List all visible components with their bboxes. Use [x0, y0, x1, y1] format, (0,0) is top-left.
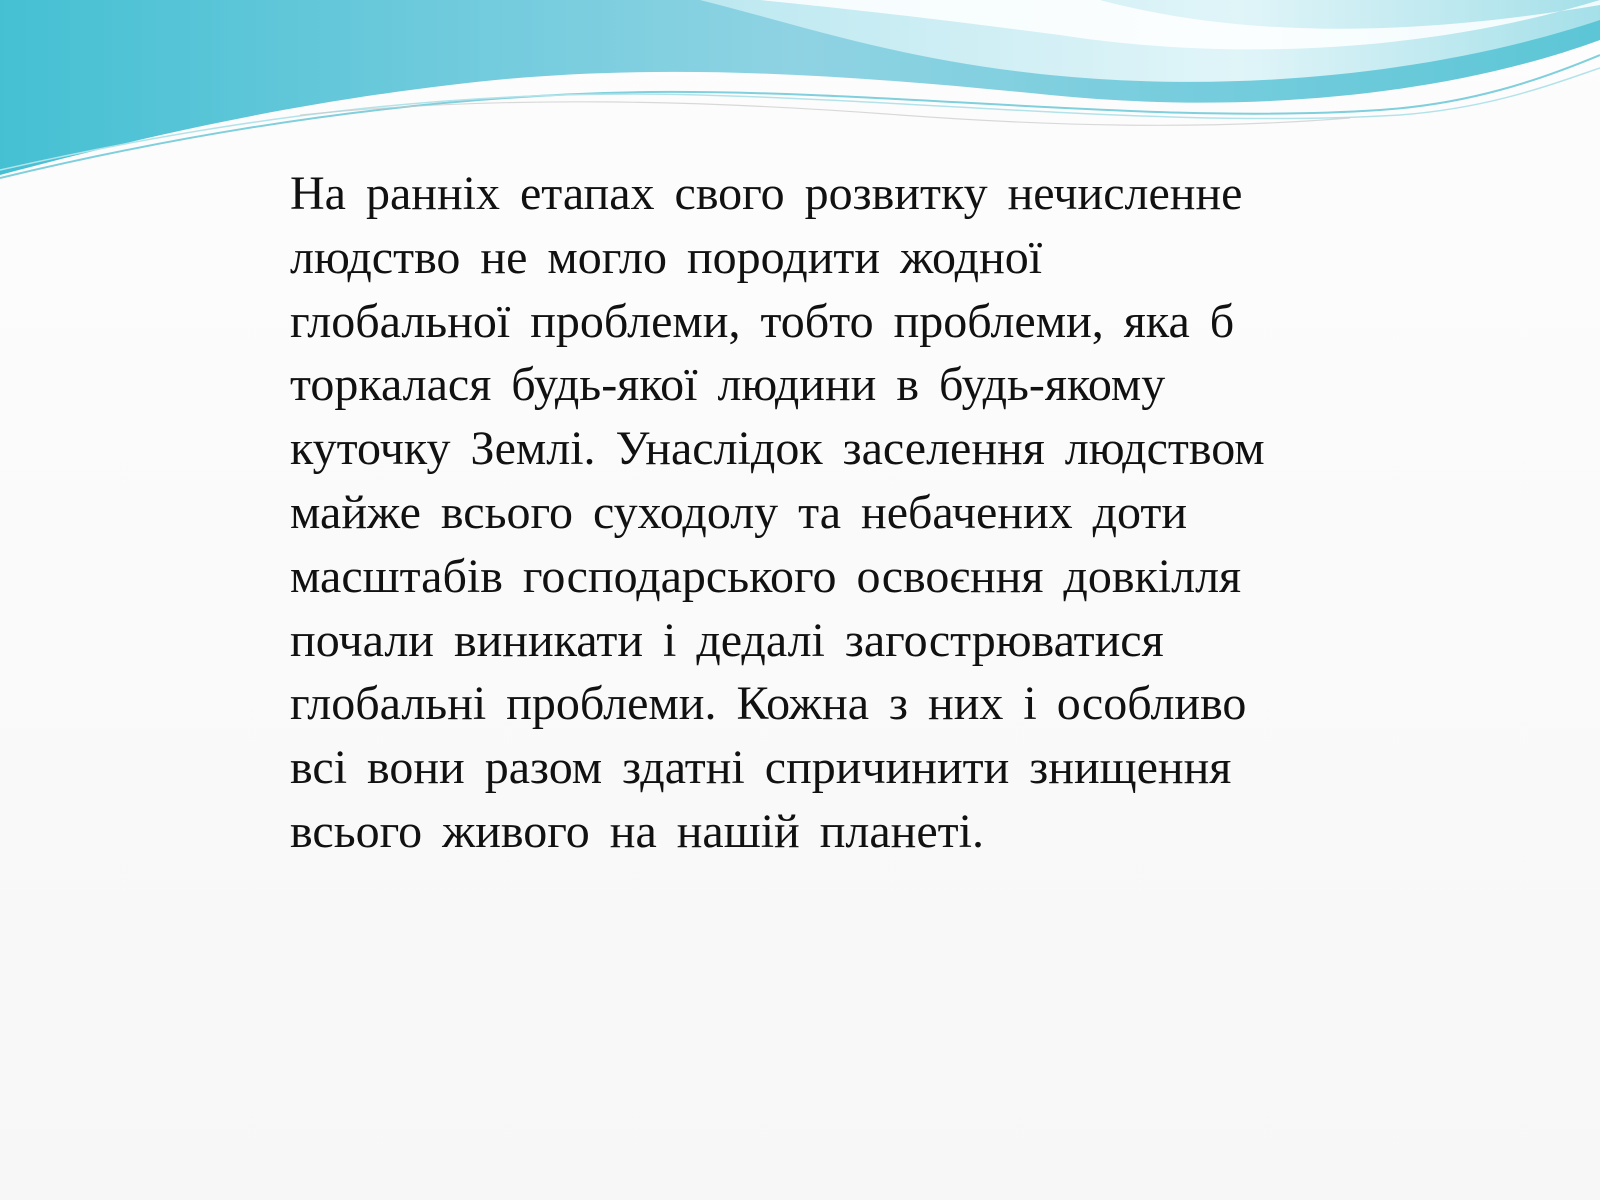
body-line-1: На ранніх етапах свого розвитку нечисленне	[290, 167, 1243, 220]
body-line-3: глобальної проблеми, тобто проблеми, яка б	[290, 294, 1235, 348]
body-line-6: майже всього суходолу та небачених доти	[290, 485, 1188, 539]
body-line-10: всі вони разом здатні спричинити знищення	[290, 741, 1232, 795]
body-line-9: глобальні проблеми. Кожна з них і особливо	[290, 677, 1247, 731]
body-line-8: почали виникати і дедалі загострюватися	[290, 613, 1164, 667]
body-text	[290, 162, 1380, 864]
body-line-11: всього живого на нашій планеті.	[290, 804, 984, 858]
body-line-4: торкалася будь-якої людини в будь-якому	[290, 358, 1166, 412]
body-line-2: людство не могло породити жодної	[290, 230, 1043, 284]
body-line-5: куточку Землі. Унаслідок заселення людством	[290, 422, 1265, 476]
body-line-7: масштабів господарського освоєння довкілля	[290, 549, 1242, 603]
